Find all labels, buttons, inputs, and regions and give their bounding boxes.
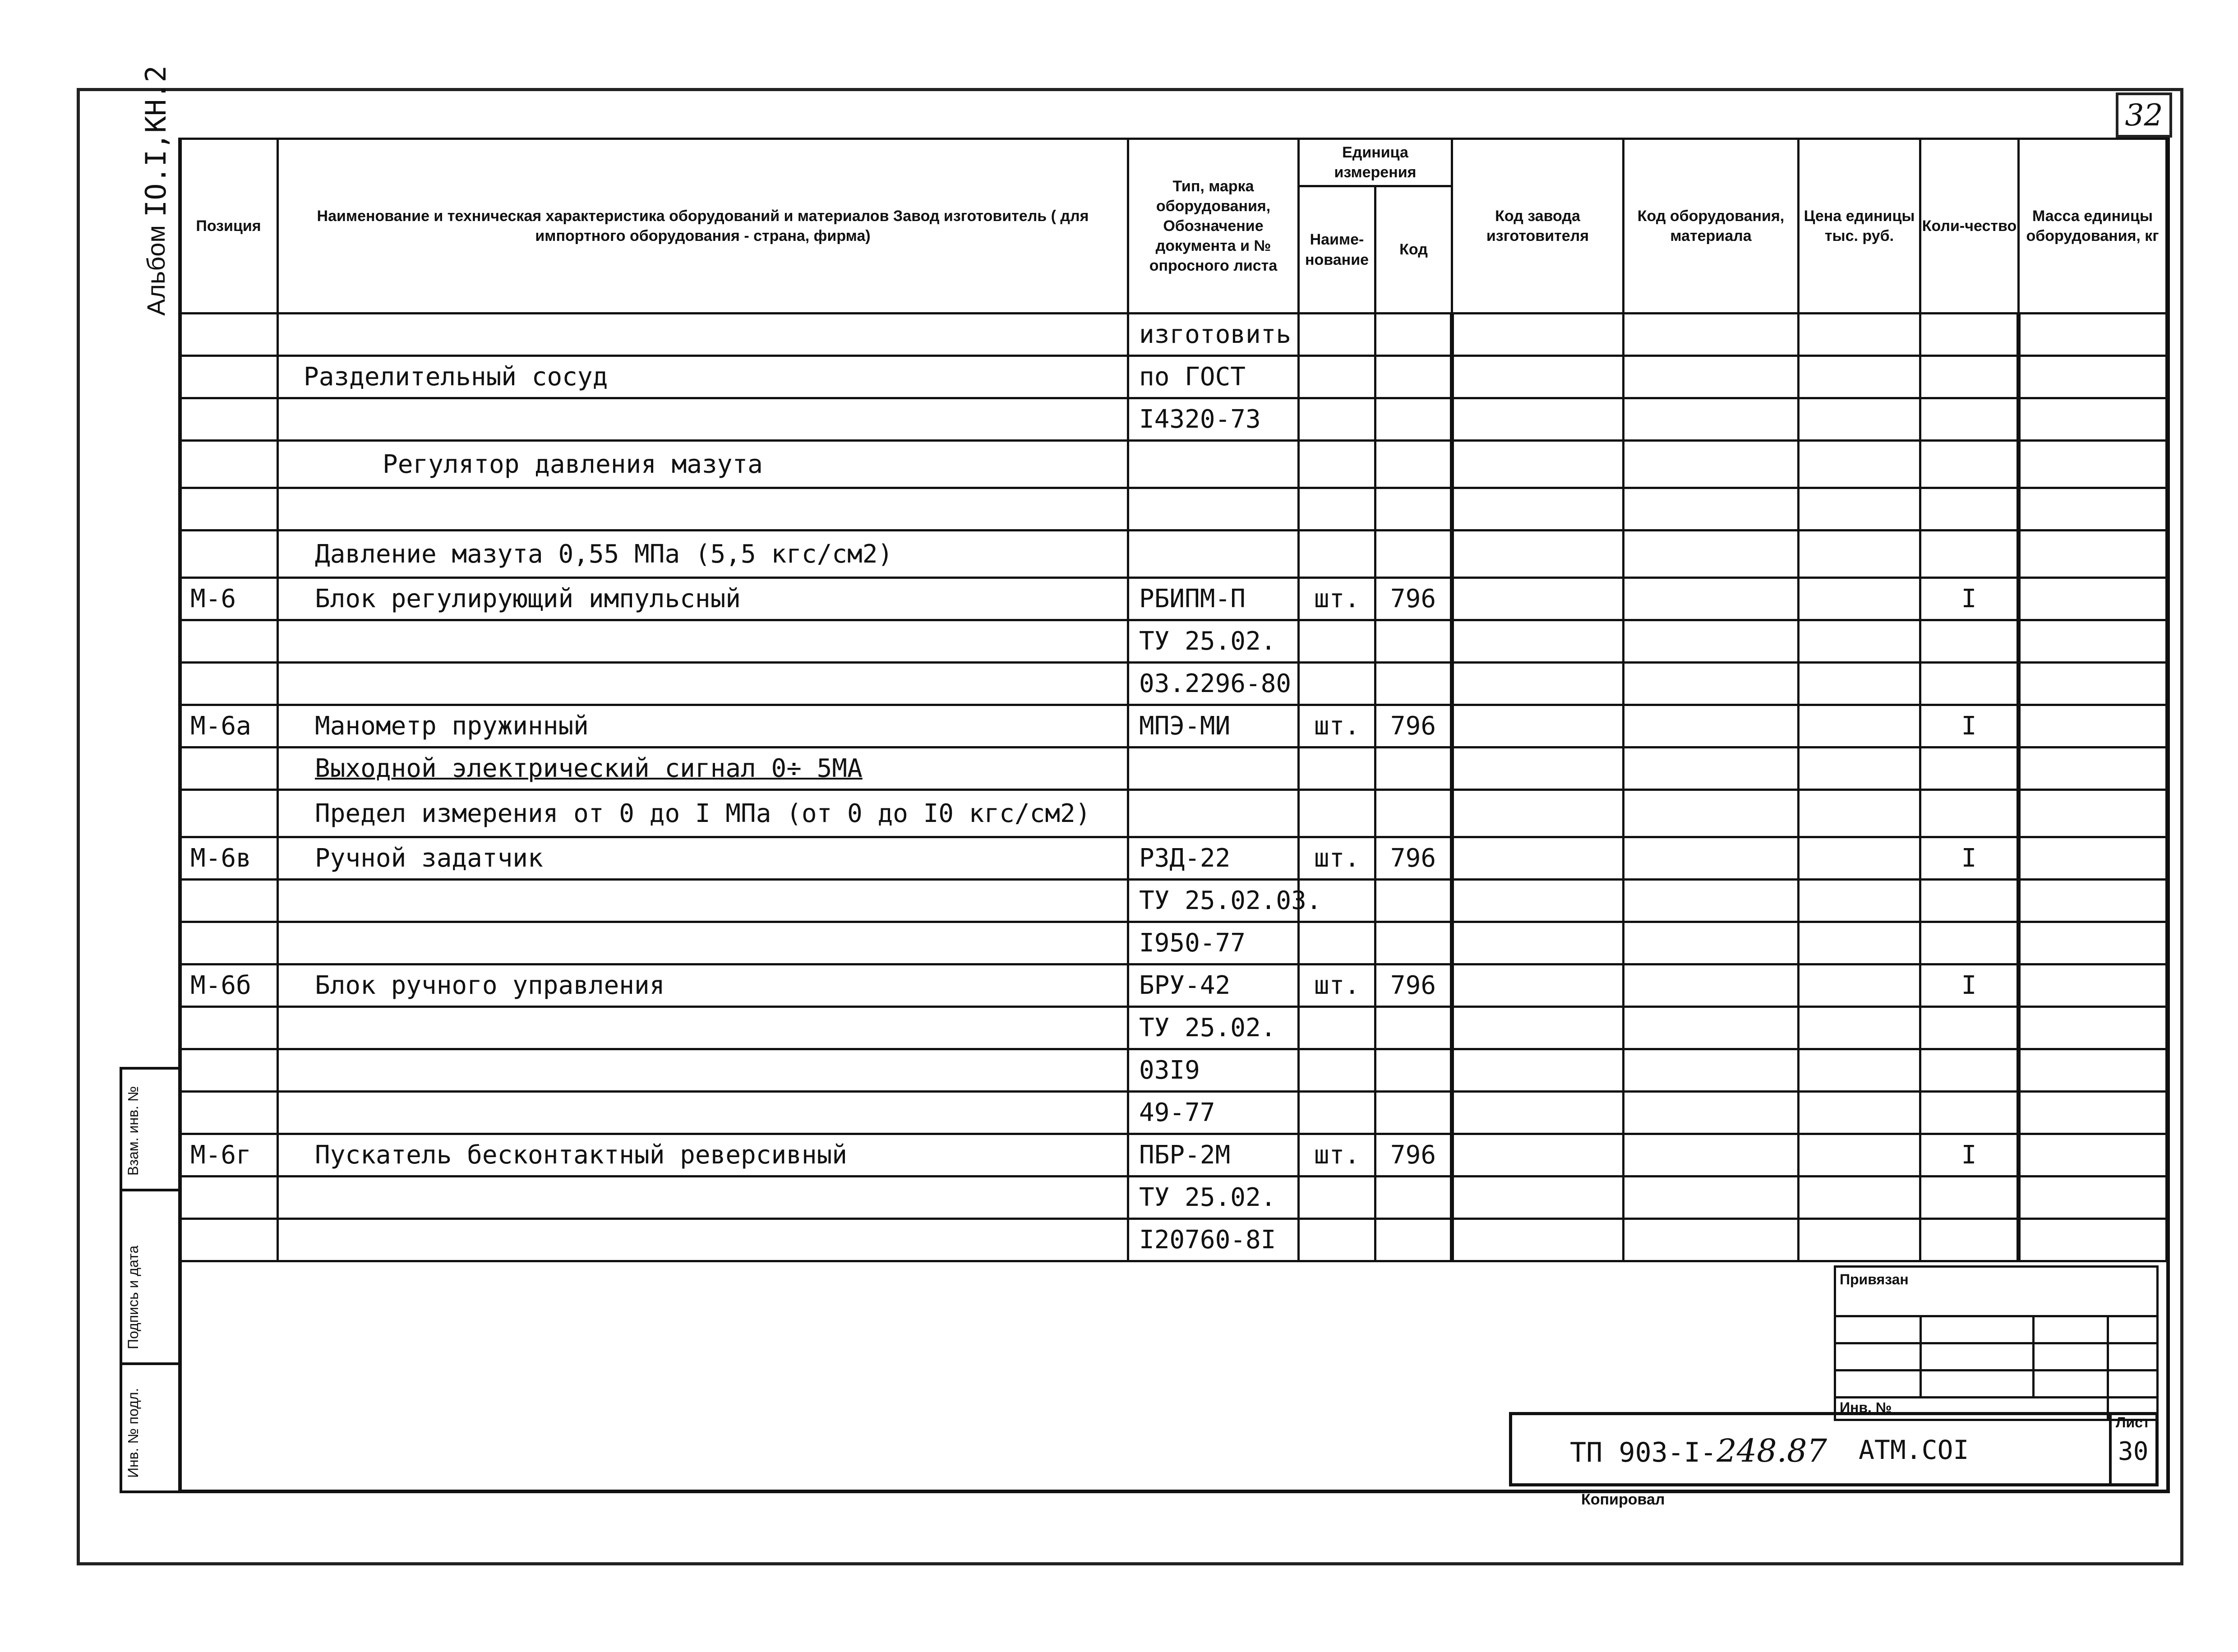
cell-unit xyxy=(1299,620,1375,663)
cell-code: 796 xyxy=(1375,837,1452,880)
stamp-column xyxy=(120,1067,182,1493)
cell-equipment-code xyxy=(1624,922,1799,964)
table-row xyxy=(180,488,2167,531)
cell-equipment-code xyxy=(1624,1177,1799,1219)
cell-name: Блок ручного управления xyxy=(278,964,1128,1007)
cell-name xyxy=(278,488,1128,531)
stamp-inv-original: Инв. № подл. xyxy=(125,1388,141,1478)
album-code: IO.I,КН.2 xyxy=(139,65,172,217)
cell-price xyxy=(1799,441,1920,488)
table-row xyxy=(180,964,2167,1007)
cell-code xyxy=(1375,748,1452,790)
cell-code: 796 xyxy=(1375,578,1452,620)
cell-mass xyxy=(2019,1049,2167,1092)
cell-factory-code xyxy=(1452,578,1624,620)
cell-mass xyxy=(2019,1134,2167,1177)
specification-table xyxy=(178,138,2168,1262)
cell-code xyxy=(1375,620,1452,663)
cell-position xyxy=(180,398,278,441)
cell-mass xyxy=(2019,620,2167,663)
header-factory-code: Код завода изготовителя xyxy=(1452,139,1624,314)
header-position: Позиция xyxy=(180,139,278,314)
table-body xyxy=(180,314,2167,1261)
cell-position xyxy=(180,1049,278,1092)
cell-price xyxy=(1799,1134,1920,1177)
cell-equipment-code xyxy=(1624,1219,1799,1261)
cell-quantity xyxy=(1920,663,2019,705)
header-quantity: Коли-чество xyxy=(1920,139,2019,314)
cell-equipment-code xyxy=(1624,880,1799,922)
cell-position xyxy=(180,620,278,663)
cell-code xyxy=(1375,1092,1452,1134)
cell-unit: шт. xyxy=(1299,705,1375,748)
cell-quantity: I xyxy=(1920,1134,2019,1177)
stamp-sign-date: Подпись и дата xyxy=(122,1191,179,1365)
cell-equipment-code xyxy=(1624,790,1799,837)
cell-quantity xyxy=(1920,356,2019,398)
cell-unit: шт. xyxy=(1299,837,1375,880)
cell-factory-code xyxy=(1452,1134,1624,1177)
cell-code xyxy=(1375,790,1452,837)
cell-factory-code xyxy=(1452,1049,1624,1092)
cell-factory-code xyxy=(1452,922,1624,964)
table-row xyxy=(180,1007,2167,1049)
cell-unit: шт. xyxy=(1299,578,1375,620)
cell-code xyxy=(1375,441,1452,488)
cell-code xyxy=(1375,663,1452,705)
cell-name xyxy=(278,880,1128,922)
cell-name xyxy=(278,922,1128,964)
cell-price xyxy=(1799,1092,1920,1134)
table-row xyxy=(180,1049,2167,1092)
header-unit-group: Единица измерения xyxy=(1299,139,1452,186)
cell-quantity xyxy=(1920,790,2019,837)
cell-price xyxy=(1799,620,1920,663)
cell-type xyxy=(1128,441,1299,488)
cell-mass xyxy=(2019,922,2167,964)
cell-price xyxy=(1799,398,1920,441)
cell-equipment-code xyxy=(1624,748,1799,790)
cell-type: 49-77 xyxy=(1128,1092,1299,1134)
cell-quantity xyxy=(1920,314,2019,356)
cell-position xyxy=(180,663,278,705)
cell-position xyxy=(180,441,278,488)
cell-code: 796 xyxy=(1375,1134,1452,1177)
cell-name xyxy=(278,663,1128,705)
cell-quantity xyxy=(1920,1007,2019,1049)
table-row xyxy=(180,441,2167,488)
cell-position xyxy=(180,531,278,578)
cell-quantity xyxy=(1920,1177,2019,1219)
cell-name: Манометр пружинный xyxy=(278,705,1128,748)
cell-equipment-code xyxy=(1624,441,1799,488)
cell-price xyxy=(1799,1177,1920,1219)
table-row xyxy=(180,1092,2167,1134)
cell-mass xyxy=(2019,837,2167,880)
cell-equipment-code xyxy=(1624,314,1799,356)
cell-equipment-code xyxy=(1624,398,1799,441)
cell-equipment-code xyxy=(1624,531,1799,578)
cell-equipment-code xyxy=(1624,488,1799,531)
copied-label: Копировал xyxy=(1581,1491,1665,1508)
cell-name xyxy=(278,398,1128,441)
cell-mass xyxy=(2019,1007,2167,1049)
cell-equipment-code xyxy=(1624,837,1799,880)
table-row xyxy=(180,1134,2167,1177)
cell-code xyxy=(1375,398,1452,441)
cell-mass xyxy=(2019,705,2167,748)
cell-quantity: I xyxy=(1920,837,2019,880)
header-mass: Масса единицы оборудования, кг xyxy=(2019,139,2167,314)
cell-mass xyxy=(2019,880,2167,922)
table-row xyxy=(180,663,2167,705)
cell-mass xyxy=(2019,790,2167,837)
cell-price xyxy=(1799,922,1920,964)
cell-equipment-code xyxy=(1624,1092,1799,1134)
header-unit-code: Код xyxy=(1375,186,1452,314)
cell-mass xyxy=(2019,488,2167,531)
cell-unit xyxy=(1299,1219,1375,1261)
cell-name xyxy=(278,314,1128,356)
table-row xyxy=(180,1219,2167,1261)
cell-code xyxy=(1375,1007,1452,1049)
cell-type xyxy=(1128,790,1299,837)
cell-equipment-code xyxy=(1624,964,1799,1007)
cell-code: 796 xyxy=(1375,964,1452,1007)
table-row xyxy=(180,880,2167,922)
cell-unit xyxy=(1299,441,1375,488)
cell-position xyxy=(180,748,278,790)
cell-code xyxy=(1375,1177,1452,1219)
cell-position: М-6а xyxy=(180,705,278,748)
cell-type: ТУ 25.02. xyxy=(1128,1177,1299,1219)
table-row xyxy=(180,314,2167,356)
document-mark: АТМ.СОI xyxy=(1859,1435,1969,1465)
cell-type: 03.2296-80 xyxy=(1128,663,1299,705)
cell-type xyxy=(1128,531,1299,578)
cell-equipment-code xyxy=(1624,705,1799,748)
cell-unit xyxy=(1299,663,1375,705)
cell-price xyxy=(1799,663,1920,705)
cell-factory-code xyxy=(1452,1092,1624,1134)
cell-position xyxy=(180,1007,278,1049)
cell-position: М-6в xyxy=(180,837,278,880)
cell-quantity xyxy=(1920,1219,2019,1261)
cell-code xyxy=(1375,356,1452,398)
cell-factory-code xyxy=(1452,1007,1624,1049)
cell-equipment-code xyxy=(1624,356,1799,398)
cell-position xyxy=(180,488,278,531)
cell-position xyxy=(180,314,278,356)
cell-price xyxy=(1799,837,1920,880)
cell-position xyxy=(180,356,278,398)
cell-factory-code xyxy=(1452,488,1624,531)
cell-unit xyxy=(1299,1092,1375,1134)
cell-type: изготовить xyxy=(1128,314,1299,356)
cell-factory-code xyxy=(1452,356,1624,398)
cell-unit xyxy=(1299,790,1375,837)
cell-name: Разделительный сосуд xyxy=(278,356,1128,398)
cell-unit: шт. xyxy=(1299,1134,1375,1177)
cell-type xyxy=(1128,488,1299,531)
attached-label: Привязан xyxy=(1840,1271,1909,1287)
cell-factory-code xyxy=(1452,880,1624,922)
cell-factory-code xyxy=(1452,964,1624,1007)
cell-name: Блок регулирующий импульсный xyxy=(278,578,1128,620)
cell-unit xyxy=(1299,488,1375,531)
cell-factory-code xyxy=(1452,1177,1624,1219)
cell-price xyxy=(1799,880,1920,922)
cell-name xyxy=(278,620,1128,663)
cell-type xyxy=(1128,748,1299,790)
cell-unit xyxy=(1299,922,1375,964)
cell-code xyxy=(1375,1219,1452,1261)
cell-code xyxy=(1375,314,1452,356)
cell-type: РЗД-22 xyxy=(1128,837,1299,880)
cell-position xyxy=(180,1219,278,1261)
cell-type: БРУ-42 xyxy=(1128,964,1299,1007)
cell-code xyxy=(1375,880,1452,922)
cell-unit xyxy=(1299,1049,1375,1092)
cell-price xyxy=(1799,314,1920,356)
cell-mass xyxy=(2019,531,2167,578)
cell-type: I4320-73 xyxy=(1128,398,1299,441)
cell-position xyxy=(180,1177,278,1219)
cell-quantity xyxy=(1920,1049,2019,1092)
table-row xyxy=(180,578,2167,620)
cell-factory-code xyxy=(1452,837,1624,880)
cell-price xyxy=(1799,578,1920,620)
cell-type: I950-77 xyxy=(1128,922,1299,964)
cell-type: по ГОСТ xyxy=(1128,356,1299,398)
cell-price xyxy=(1799,531,1920,578)
cell-mass xyxy=(2019,398,2167,441)
cell-quantity: I xyxy=(1920,705,2019,748)
cell-name xyxy=(278,1219,1128,1261)
cell-name: Предел измерения от 0 до I МПа (от 0 до I0 кгс/см2) xyxy=(278,790,1128,837)
cell-position: М-6 xyxy=(180,578,278,620)
cell-quantity xyxy=(1920,398,2019,441)
sheet-value: 30 xyxy=(2118,1437,2149,1466)
cell-price xyxy=(1799,356,1920,398)
cell-position: М-6б xyxy=(180,964,278,1007)
cell-code xyxy=(1375,922,1452,964)
cell-mass xyxy=(2019,964,2167,1007)
cell-type: 03I9 xyxy=(1128,1049,1299,1092)
cell-type: ТУ 25.02.03. xyxy=(1128,880,1299,922)
cell-equipment-code xyxy=(1624,1134,1799,1177)
cell-price xyxy=(1799,705,1920,748)
cell-factory-code xyxy=(1452,398,1624,441)
cell-mass xyxy=(2019,441,2167,488)
cell-unit xyxy=(1299,748,1375,790)
cell-unit xyxy=(1299,531,1375,578)
title-block-attached xyxy=(1834,1265,2159,1421)
cell-unit xyxy=(1299,1007,1375,1049)
cell-type: ПБР-2М xyxy=(1128,1134,1299,1177)
cell-position xyxy=(180,922,278,964)
cell-quantity xyxy=(1920,748,2019,790)
cell-equipment-code xyxy=(1624,620,1799,663)
cell-price xyxy=(1799,790,1920,837)
cell-name xyxy=(278,1007,1128,1049)
cell-factory-code xyxy=(1452,620,1624,663)
table-row xyxy=(180,922,2167,964)
cell-equipment-code xyxy=(1624,663,1799,705)
inv-no-label: Инв. № xyxy=(1840,1399,1892,1416)
cell-code xyxy=(1375,1049,1452,1092)
cell-unit: шт. xyxy=(1299,964,1375,1007)
cell-name: Пускатель бесконтактный реверсивный xyxy=(278,1134,1128,1177)
header-name: Наименование и техническая характеристика оборудований и материалов Завод изготовитель ( для импортного оборудования - страна, фирма) xyxy=(278,139,1128,314)
cell-unit xyxy=(1299,314,1375,356)
stamp-replaced-inv: Взам. инв. № xyxy=(122,1070,179,1191)
cell-factory-code xyxy=(1452,663,1624,705)
cell-type: РБИПМ-П xyxy=(1128,578,1299,620)
cell-mass xyxy=(2019,1177,2167,1219)
table-row xyxy=(180,398,2167,441)
cell-quantity xyxy=(1920,488,2019,531)
cell-code: 796 xyxy=(1375,705,1452,748)
cell-position: М-6г xyxy=(180,1134,278,1177)
cell-price xyxy=(1799,1007,1920,1049)
cell-name xyxy=(278,1049,1128,1092)
cell-quantity xyxy=(1920,531,2019,578)
header-unit-name: Наиме-нование xyxy=(1299,186,1375,314)
cell-unit xyxy=(1299,356,1375,398)
cell-factory-code xyxy=(1452,1219,1624,1261)
cell-factory-code xyxy=(1452,531,1624,578)
cell-name: Выходной электрический сигнал 0÷ 5МА xyxy=(278,748,1128,790)
cell-price xyxy=(1799,748,1920,790)
cell-price xyxy=(1799,1219,1920,1261)
cell-factory-code xyxy=(1452,748,1624,790)
sheet-label: Лист xyxy=(2116,1414,2150,1431)
cell-type: ТУ 25.02. xyxy=(1128,620,1299,663)
cell-mass xyxy=(2019,748,2167,790)
cell-quantity xyxy=(1920,441,2019,488)
cell-type: МПЭ-МИ xyxy=(1128,705,1299,748)
cell-quantity xyxy=(1920,922,2019,964)
cell-mass xyxy=(2019,578,2167,620)
header-type: Тип, марка оборудования, Обозначение документа и № опросного листа xyxy=(1128,139,1299,314)
cell-factory-code xyxy=(1452,441,1624,488)
cell-unit xyxy=(1299,1177,1375,1219)
header-equipment-code: Код оборудования, материала xyxy=(1624,139,1799,314)
cell-unit xyxy=(1299,398,1375,441)
table-row xyxy=(180,748,2167,790)
cell-quantity xyxy=(1920,880,2019,922)
album-word: Альбом xyxy=(141,225,170,316)
cell-name xyxy=(278,1177,1128,1219)
table-row xyxy=(180,531,2167,578)
sheet-corner-number: 32 xyxy=(2116,92,2172,138)
cell-mass xyxy=(2019,1219,2167,1261)
cell-factory-code xyxy=(1452,314,1624,356)
cell-mass xyxy=(2019,663,2167,705)
cell-price xyxy=(1799,1049,1920,1092)
table-row xyxy=(180,837,2167,880)
cell-factory-code xyxy=(1452,790,1624,837)
table-row xyxy=(180,1177,2167,1219)
cell-factory-code xyxy=(1452,705,1624,748)
cell-code xyxy=(1375,488,1452,531)
document-code-prefix: ТП 903-I- xyxy=(1570,1437,1717,1468)
cell-name: Регулятор давления мазута xyxy=(278,441,1128,488)
cell-name: Давление мазута 0,55 МПа (5,5 кгс/см2) xyxy=(278,531,1128,578)
table-row xyxy=(180,790,2167,837)
cell-price xyxy=(1799,488,1920,531)
document-code-handwritten: 248.87 xyxy=(1717,1432,1827,1469)
cell-code xyxy=(1375,531,1452,578)
cell-quantity xyxy=(1920,1092,2019,1134)
cell-name xyxy=(278,1092,1128,1134)
album-label xyxy=(138,65,174,316)
cell-equipment-code xyxy=(1624,1007,1799,1049)
cell-position xyxy=(180,880,278,922)
cell-type: ТУ 25.02. xyxy=(1128,1007,1299,1049)
cell-mass xyxy=(2019,1092,2167,1134)
cell-mass xyxy=(2019,356,2167,398)
document-code xyxy=(1570,1432,1827,1469)
cell-name: Ручной задатчик xyxy=(278,837,1128,880)
cell-mass xyxy=(2019,314,2167,356)
cell-quantity: I xyxy=(1920,578,2019,620)
cell-quantity: I xyxy=(1920,964,2019,1007)
cell-price xyxy=(1799,964,1920,1007)
cell-equipment-code xyxy=(1624,578,1799,620)
header-price: Цена единицы тыс. руб. xyxy=(1799,139,1920,314)
cell-position xyxy=(180,1092,278,1134)
table-row xyxy=(180,620,2167,663)
cell-equipment-code xyxy=(1624,1049,1799,1092)
table-row xyxy=(180,705,2167,748)
table-row xyxy=(180,356,2167,398)
cell-position xyxy=(180,790,278,837)
cell-type: I20760-8I xyxy=(1128,1219,1299,1261)
cell-quantity xyxy=(1920,620,2019,663)
